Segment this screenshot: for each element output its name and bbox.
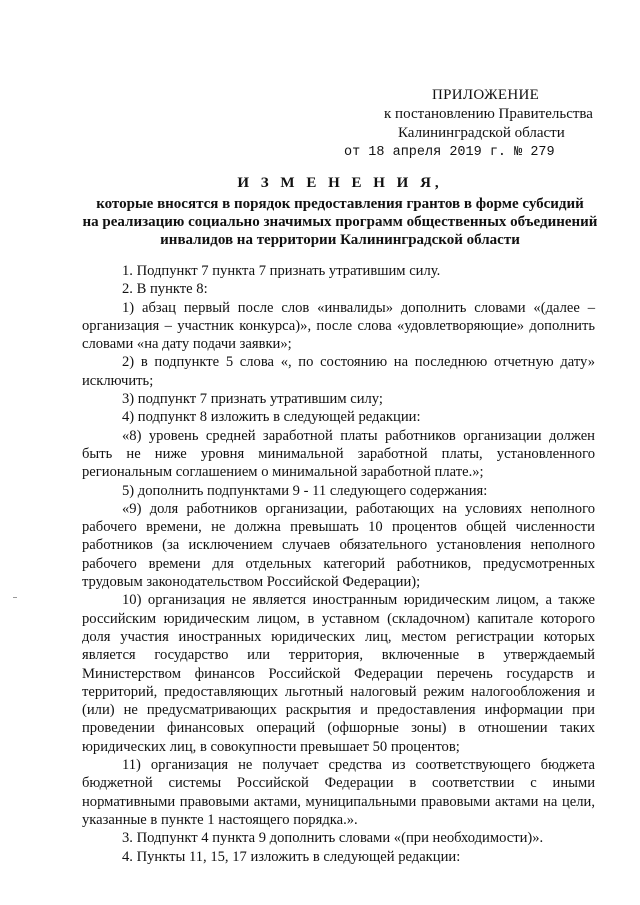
appendix-date-number: от 18 апреля 2019 г. № 279	[344, 145, 555, 160]
paragraph-13: 4. Пункты 11, 15, 17 изложить в следующей редакции:	[122, 848, 461, 865]
heading-line-1: которые вносятся в порядок предоставления грантов в форме субсидий	[96, 196, 584, 212]
paragraph-2: 2. В пункте 8:	[122, 281, 208, 298]
appendix-resolution-line: к постановлению Правительства	[384, 106, 593, 122]
paragraph-12: 3. Подпункт 4 пункта 9 дополнить словами «(при необходимости)».	[122, 830, 544, 847]
paragraph-4: 2) в подпункте 5 слова «, по состоянию на последнюю отчетную дату» исключить;	[82, 354, 595, 389]
document-body	[82, 262, 595, 866]
appendix-region-line: Калининградской области	[398, 125, 565, 141]
paragraph-7: «8) уровень средней заработной платы работников организации должен быть не ниже уровня минимальной заработной платы, установленного региональным соглашением о минимальной заработной плате.»;	[82, 427, 595, 481]
document-heading	[70, 174, 610, 249]
heading-title: И З М Е Н Е Н И Я,	[237, 175, 443, 191]
appendix-title: ПРИЛОЖЕНИЕ	[432, 87, 540, 103]
paragraph-11: 11) организация не получает средства из соответствующего бюджета бюджетной системы Российской Федерации в соответствии с иными нормативными правовыми актами, муниципальными правовыми актами на цели, указанные в пункте 1 настоящего порядка.».	[82, 757, 595, 828]
margin-mark	[13, 597, 17, 598]
paragraph-5: 3) подпункт 7 признать утратившим силу;	[122, 391, 383, 408]
heading-line-3: инвалидов на территории Калининградской области	[160, 232, 520, 248]
paragraph-9: «9) доля работников организации, работающих на условиях неполного рабочего времени, не должна превышать 10 процентов общей численности работников (за исключением случаев обязательного установления неполного рабочего времени для отдельных категорий работников, предусмотренных трудовым законодательством Российской Федерации);	[82, 500, 595, 591]
heading-line-2: на реализацию социально значимых программ общественных объединений	[82, 214, 598, 230]
paragraph-6: 4) подпункт 8 изложить в следующей редакции:	[122, 409, 421, 426]
paragraph-10: 10) организация не является иностранным юридическим лицом, а также российским юридическим лицом, в уставном (складочном) капитале которого доля участия иностранных юридических лиц, местом регистрации которых является государство или территория, включенные в утверждаемый Министерством финансов Российской Федерации перечень государств и территорий, предоставляющих льготный налоговый режим налогообложения и (или) не предусматривающих раскрытия и предоставления информации при проведении финансовых операций (офшорные зоны) в отношении таких юридических лиц, в совокупности превышает 50 процентов;	[82, 592, 595, 755]
paragraph-8: 5) дополнить подпунктами 9 - 11 следующего содержания:	[122, 482, 488, 499]
appendix-header	[310, 86, 610, 162]
paragraph-3: 1) абзац первый после слов «инвалиды» дополнить словами «(далее – организация – участник конкурса)», после слова «удовлетворяющие» дополнить словами «на дату подачи заявки»;	[82, 299, 595, 353]
paragraph-1: 1. Подпункт 7 пункта 7 признать утратившим силу.	[122, 263, 441, 279]
